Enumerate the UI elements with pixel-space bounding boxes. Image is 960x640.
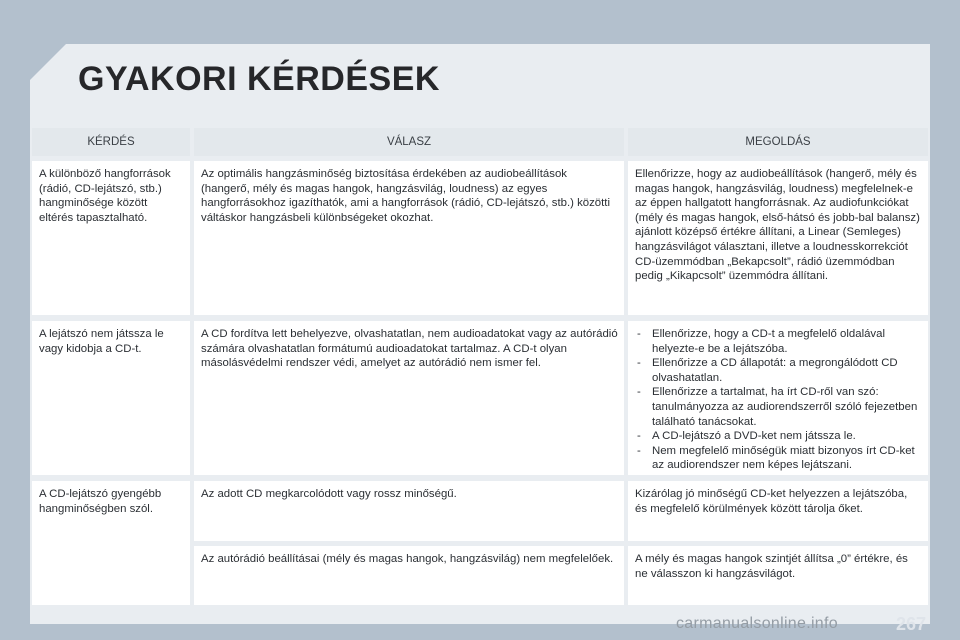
solution-cell <box>628 161 928 315</box>
question-cell <box>32 161 190 315</box>
answer-cell <box>194 481 624 541</box>
column-header-solution: MEGOLDÁS <box>628 128 928 156</box>
solution-list-item: - Nem megfelelő minőségük miatt bizonyos írt CD-ket az audiorendszer nem képes lejátszani. <box>635 444 922 473</box>
answer-text: A CD fordítva lett behelyezve, olvashatatlan, nem audioadatokat vagy az autórádió számára olvashatatlan formátumú audioadatokat tartalmaz. A CD-t olyan másolásvédelmi rendszer védi, amelyet az autórádió nem ismer fel. <box>201 328 618 370</box>
panel-corner <box>30 44 66 80</box>
solution-cell <box>628 321 928 475</box>
solution-list-item: - Ellenőrizze, hogy a CD-t a megfelelő oldalával helyezte-e be a lejátszóba. <box>635 327 922 356</box>
watermark: carmanualsonline.info <box>676 615 838 632</box>
answer-cell <box>194 321 624 475</box>
answer-cell <box>194 546 624 605</box>
solution-text: Ellenőrizze, hogy az audiobeállítások (hangerő, mély és magas hangok, hangzásvilág, loudness) megfelelnek-e az éppen hallgatott hangforrásnak. Az audiofunkciókat (mély és magas hangok, első-hátsó és jobb-bal balansz) ajánlott középső értékre állítani, a Linear (Semleges) hangzásvilágot választani, illetve a loudnesskorrekciót CD-üzemmódban „Bekapcsolt”, rádió üzemmódban pedig „Kikapcsolt” üzemmódra állítani. <box>635 168 920 283</box>
solution-list-item: - A CD-lejátszó a DVD-ket nem játssza le. <box>635 429 922 444</box>
question-cell <box>32 321 190 475</box>
page-title: GYAKORI KÉRDÉSEK <box>78 60 440 98</box>
question-text: A különböző hangforrások (rádió, CD-lejátszó, stb.) hangminősége között eltérés tapasztalható. <box>39 168 171 224</box>
column-header-answer: VÁLASZ <box>194 128 624 156</box>
column-header-question: KÉRDÉS <box>32 128 190 156</box>
answer-text: Az optimális hangzásminőség biztosítása érdekében az audiobeállítások (hangerő, mély és magas hangok, hangzásvilág, loudness) az egyes hangforrásokhoz igazíthatók, ami a hangforrások (rádió, CD-lejátszó, stb.) közötti váltáskor hangzásbeli különbségeket okozhat. <box>201 168 610 224</box>
solution-list-item: - Ellenőrizze a CD állapotát: a megrongálódott CD olvashatatlan. <box>635 356 922 385</box>
question-cell <box>32 481 190 605</box>
answer-text: Az autórádió beállításai (mély és magas hangok, hangzásvilág) nem megfelelőek. <box>201 553 614 565</box>
solution-list <box>635 327 922 473</box>
page-number: 267 <box>895 614 926 634</box>
answer-cell <box>194 161 624 315</box>
solution-text: A mély és magas hangok szintjét állítsa „0” értékre, és ne válasszon ki hangzásvilágot. <box>635 553 908 580</box>
solution-text: Kizárólag jó minőségű CD-ket helyezzen a lejátszóba, és megfelelő körülmények között tárolja őket. <box>635 488 908 515</box>
solution-list-item: - Ellenőrizze a tartalmat, ha írt CD-ről van szó: tanulmányozza az audiorendszerről szóló fejezetben található tanácsokat. <box>635 385 922 429</box>
solution-cell <box>628 481 928 541</box>
solution-cell <box>628 546 928 605</box>
answer-text: Az adott CD megkarcolódott vagy rossz minőségű. <box>201 488 457 500</box>
question-text: A CD-lejátszó gyengébb hangminőségben szól. <box>39 488 162 515</box>
question-text: A lejátszó nem játssza le vagy kidobja a CD-t. <box>39 328 164 355</box>
